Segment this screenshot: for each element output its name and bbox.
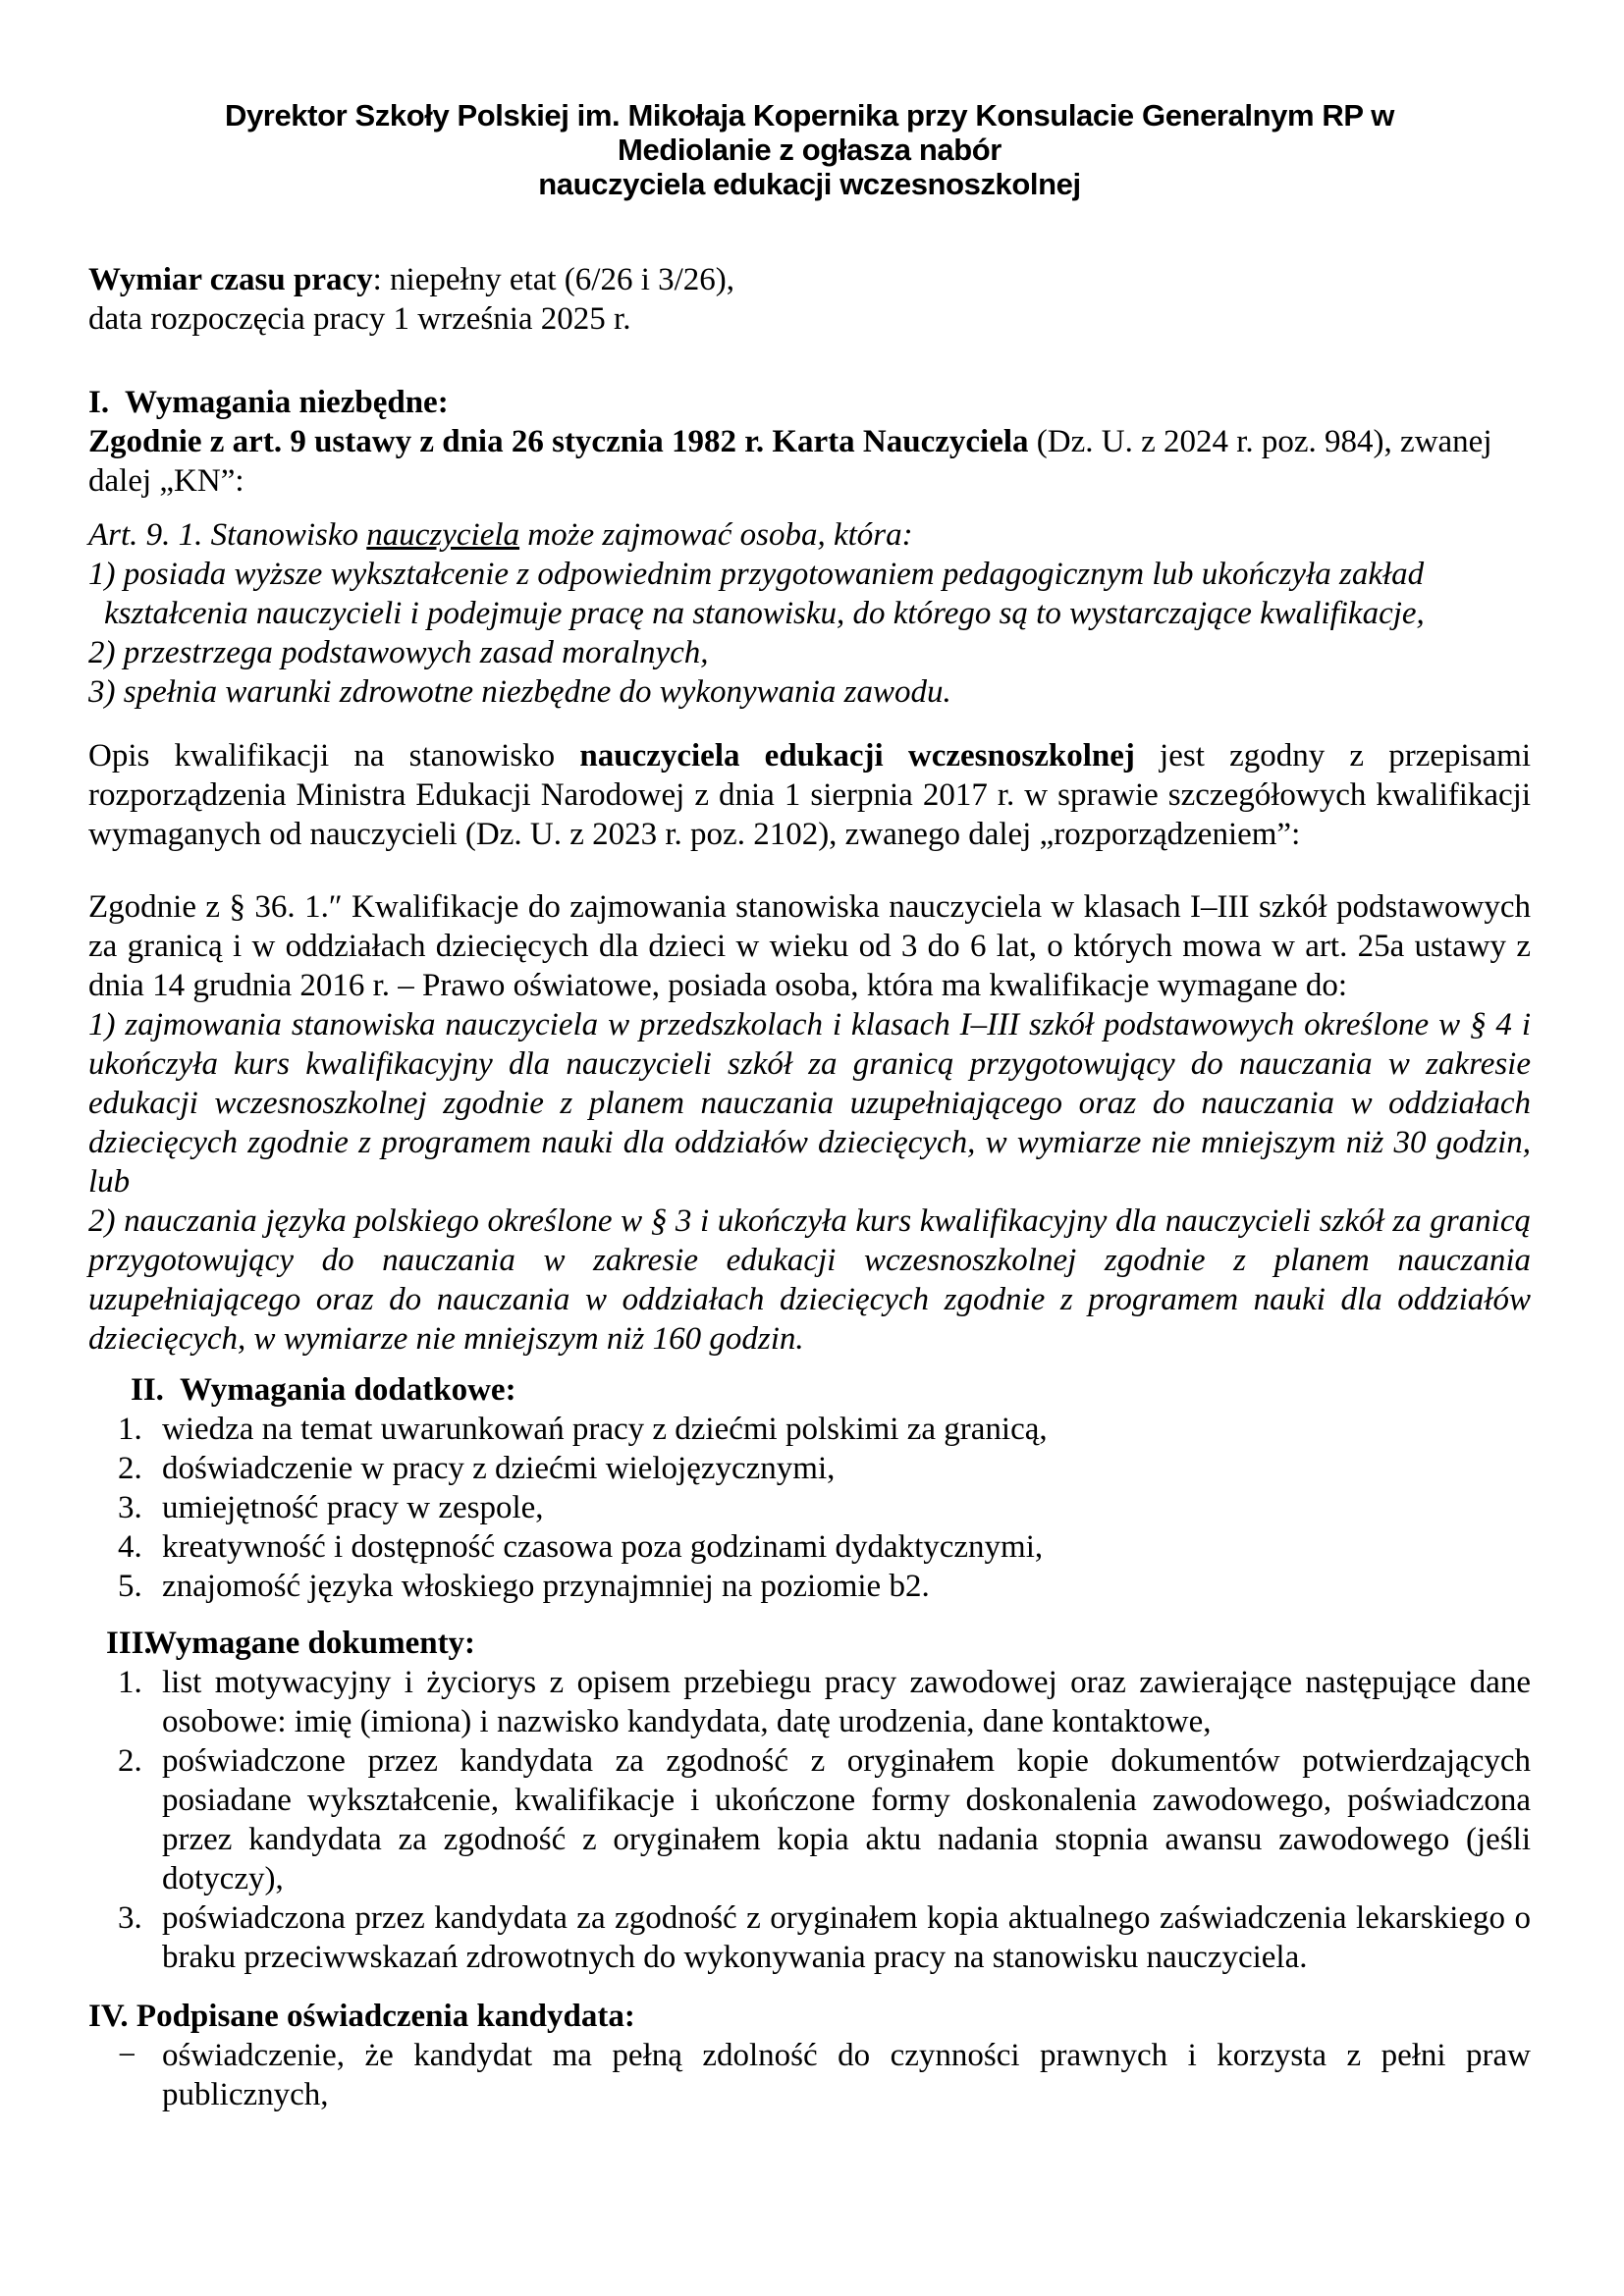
list-item (88, 1898, 1531, 1977)
legal-basis-rest: (Dz. U. z 2024 r. poz. 984), zwanej dalej „KN”: (88, 424, 1492, 499)
list-item (88, 1527, 1531, 1567)
list-item-text: doświadczenie w pracy z dziećmi wielojęzycznymi, (162, 1451, 836, 1486)
list-item-text: wiedza na temat uwarunkowań pracy z dziećmi polskimi za granicą, (162, 1412, 1048, 1447)
list-item-number: 5. (118, 1569, 142, 1604)
section-i-heading (88, 383, 1531, 422)
legal-basis (88, 422, 1531, 501)
list-item-number: 1. (118, 1412, 142, 1447)
list-item-number: 3. (118, 1900, 142, 1936)
qualification-point-2: 2) nauczania języka polskiego określone w § 3 i ukończyła kurs kwalifikacyjny dla nauczycieli szkół za granicą przygotowujący do nauczania w zakresie edukacji wczesnoszkolnej zgodnie z planem nauczania uzupełniającego oraz do nauczania w oddziałach dziecięcych zgodnie z programem nauki dla oddziałów dziecięcych, w wymiarze nie mniejszym niż 160 godzin. (88, 1203, 1531, 1357)
start-date-line: data rozpoczęcia pracy 1 września 2025 r. (88, 301, 631, 337)
list-item-text: kreatywność i dostępność czasowa poza godzinami dydaktycznymi, (162, 1529, 1044, 1565)
section-iv-heading: IV. Podpisane oświadczenia kandydata: (88, 1999, 635, 2034)
qualification-desc-pre: Opis kwalifikacji na stanowisko (88, 738, 580, 774)
article-9-intro (88, 515, 1531, 555)
qualification-point-1: 1) zajmowania stanowiska nauczyciela w przedszkolach i klasach I–III szkół podstawowych określone w § 4 i ukończyła kurs kwalifikacyjny dla nauczycieli szkół za granicą przygotowujący do nauczania w zakresie edukacji wczesnoszkolnej zgodnie z planem nauczania uzupełniającego oraz do nauczania w oddziałach dziecięcych zgodnie z programem nauki dla oddziałów dziecięcych, w wymiarze nie mniejszym niż 30 godzin, lub (88, 1007, 1531, 1200)
list-item-number: 4. (118, 1529, 142, 1565)
employment-line (88, 260, 1531, 299)
qualification-desc-bold: nauczyciela edukacji wczesnoszkolnej (579, 738, 1135, 774)
list-item-text: znajomość języka włoskiego przynajmniej na poziomie b2. (162, 1569, 930, 1604)
article-9-intro-post: może zajmować osoba, która: (519, 517, 913, 553)
declarations-list (88, 2036, 1531, 2114)
section-i-number: I. (88, 385, 110, 420)
employment-value: : niepełny etat (6/26 i 3/26), (372, 262, 735, 297)
list-item-text: poświadczona przez kandydata za zgodność z oryginałem kopia aktualnego zaświadczenia lekarskiego o braku przeciwwskazań zdrowotnych do wykonywania pracy na stanowisku nauczyciela. (162, 1900, 1531, 1975)
list-item (88, 1567, 1531, 1606)
article-9-point-2: 2) przestrzega podstawowych zasad moralnych, (88, 635, 709, 670)
title-line-1: Dyrektor Szkoły Polskiej im. Mikołaja Kopernika przy Konsulacie Generalnym RP w (224, 98, 1395, 133)
section-ii-title: Wymagania dodatkowe: (180, 1372, 516, 1408)
section-i (88, 383, 1531, 501)
list-item-text: oświadczenie, że kandydat ma pełną zdolność do czynności prawnych i korzysta z pełni praw publicznych, (162, 2038, 1531, 2112)
section-iii-title: Wymagane dokumenty: (144, 1626, 476, 1661)
document-title (88, 98, 1531, 201)
qualification-description (88, 736, 1531, 854)
section-iii-heading (106, 1624, 1531, 1663)
list-item (88, 1741, 1531, 1898)
paragraph-36: Zgodnie z § 36. 1.″ Kwalifikacje do zajmowania stanowiska nauczyciela w klasach I–III szkół podstawowych za granicą i w oddziałach dziecięcych dla dzieci w wieku od 3 do 6 lat, o których mowa w art. 25a ustawy z dnia 14 grudnia 2016 r. – Prawo oświatowe, posiada osoba, która ma kwalifikacje wymagane do: (88, 889, 1531, 1003)
title-line-3: nauczyciela edukacji wczesnoszkolnej (538, 167, 1081, 201)
list-item-number: 2. (118, 1451, 142, 1486)
section-ii-heading (131, 1370, 1531, 1410)
list-item (88, 2036, 1531, 2114)
list-item-text: umiejętność pracy w zespole, (162, 1490, 544, 1525)
required-documents-list (88, 1663, 1531, 1977)
list-item (88, 1449, 1531, 1488)
list-item-number: 2. (118, 1743, 142, 1779)
employment-label: Wymiar czasu pracy (88, 262, 373, 297)
list-item (88, 1663, 1531, 1741)
section-iii-number: III. (106, 1626, 152, 1661)
section-ii-number: II. (131, 1372, 164, 1408)
article-9-point-1: 1) posiada wyższe wykształcenie z odpowiednim przygotowaniem pedagogicznym lub ukończyła zakład kształcenia nauczycieli i podejmuje pracę na stanowisku, do którego są to wystarczające kwalifikacje, (88, 557, 1425, 631)
list-item (88, 1410, 1531, 1449)
additional-requirements-list (88, 1410, 1531, 1606)
list-item-number: 3. (118, 1490, 142, 1525)
list-item-bullet: − (118, 2038, 136, 2073)
article-9-block (88, 515, 1531, 712)
qualification-desc-post: jest zgodny z przepisami rozporządzenia Ministra Edukacji Narodowej z dnia 1 sierpnia 2017 r. w sprawie szczegółowych kwalifikacji wymaganych od nauczycieli (Dz. U. z 2023 r. poz. 2102), zwanego dalej „rozporządzeniem”: (88, 738, 1532, 852)
list-item-text: list motywacyjny i życiorys z opisem przebiegu pracy zawodowej oraz zawierające następujące dane osobowe: imię (imiona) i nazwisko kandydata, datę urodzenia, dane kontaktowe, (162, 1665, 1531, 1739)
list-item (88, 1488, 1531, 1527)
list-item-text: poświadczone przez kandydata za zgodność z oryginałem kopie dokumentów potwierdzających posiadane wykształcenie, kwalifikacje i ukończone formy doskonalenia zawodowego, poświadczona przez kandydata za zgodność z oryginałem kopia aktu nadania stopnia awansu zawodowego (jeśli dotyczy), (162, 1743, 1531, 1896)
article-9-underlined-word: nauczyciela (366, 517, 520, 553)
title-line-2: Mediolanie z ogłasza nabór (618, 133, 1001, 167)
employment-info (88, 260, 1531, 339)
article-9-point-3: 3) spełnia warunki zdrowotne niezbędne do wykonywania zawodu. (88, 674, 951, 710)
section-i-title: Wymagania niezbędne: (125, 385, 449, 420)
article-9-intro-pre: Art. 9. 1. Stanowisko (88, 517, 367, 553)
legal-basis-bold: Zgodnie z art. 9 ustawy z dnia 26 stycznia 1982 r. Karta Nauczyciela (88, 424, 1029, 459)
list-item-number: 1. (118, 1665, 142, 1700)
